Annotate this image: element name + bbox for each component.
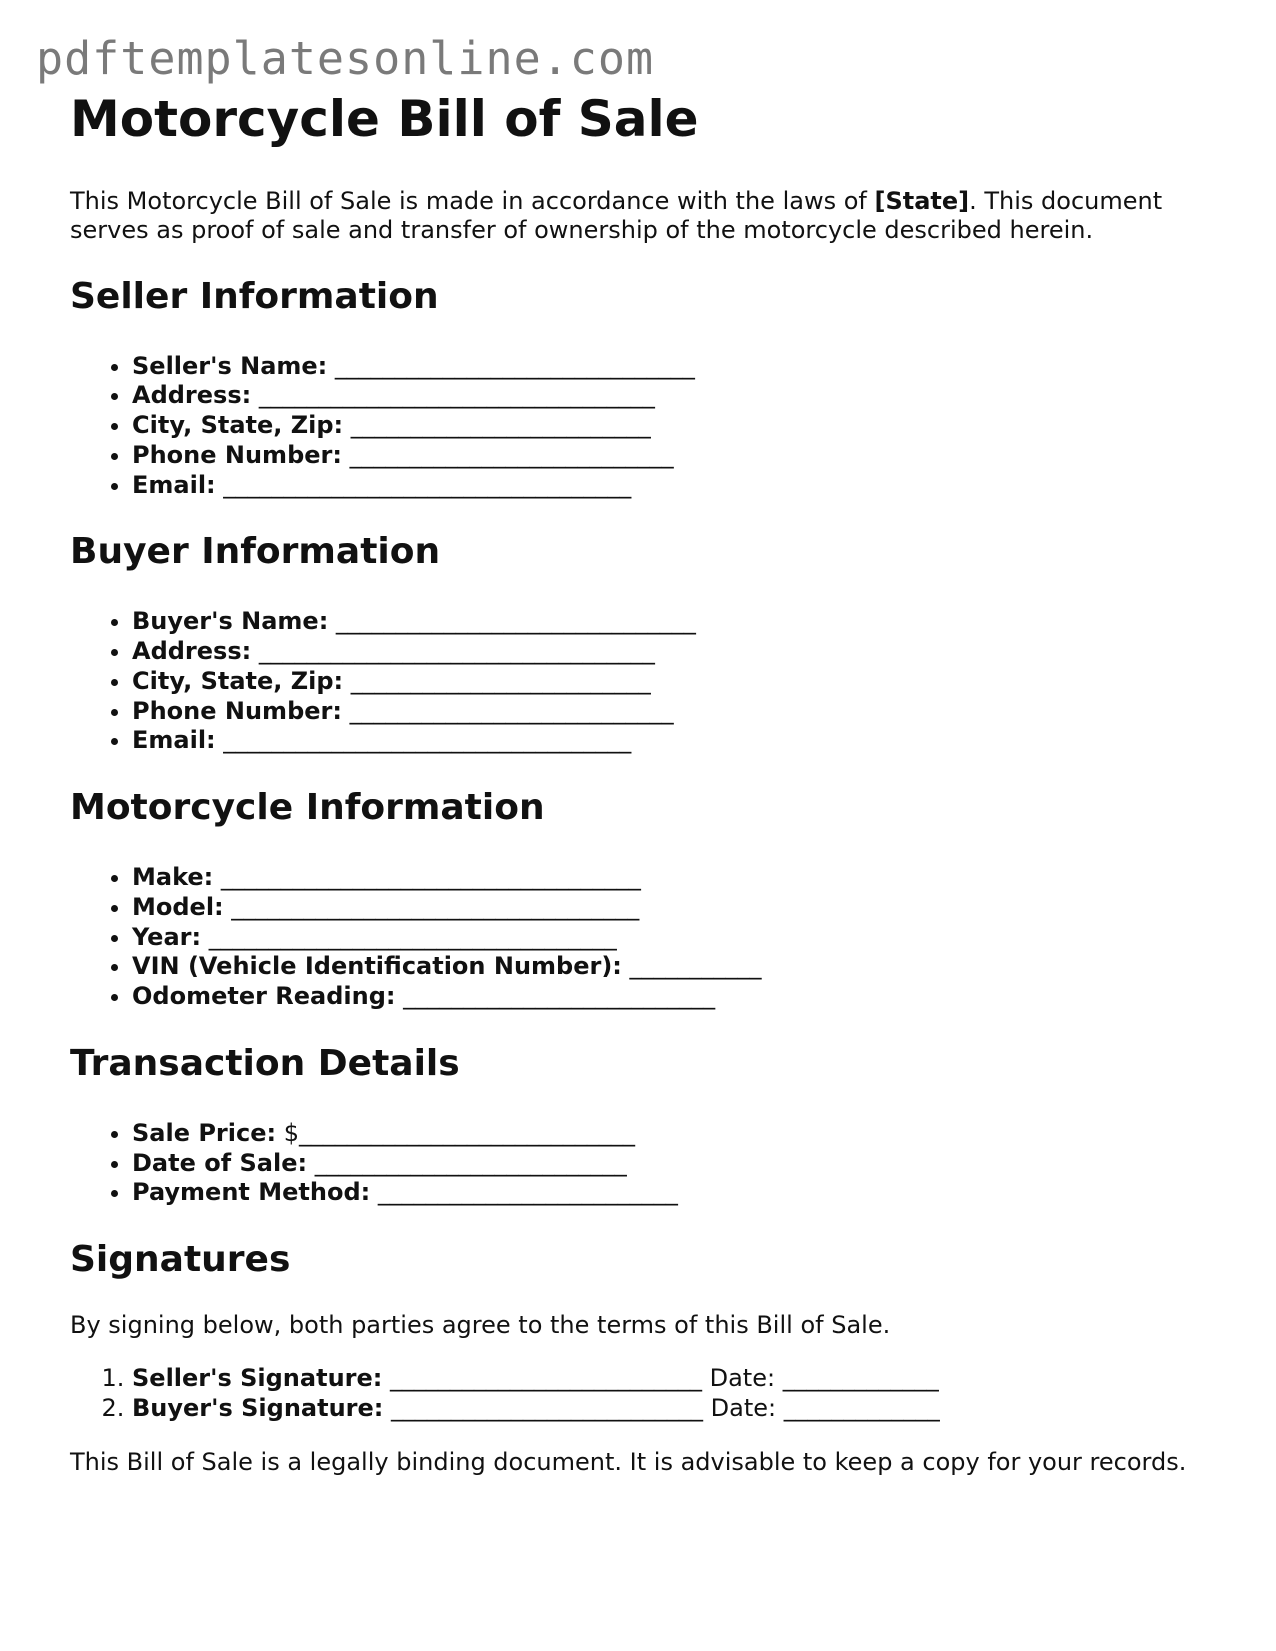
seller-email-field[interactable] <box>132 471 1220 501</box>
vin-field[interactable] <box>132 952 1220 982</box>
field-blank[interactable]: _________________________________ <box>251 381 655 410</box>
page-title: Motorcycle Bill of Sale <box>70 90 699 148</box>
field-label: City, State, Zip: <box>132 411 344 440</box>
field-label: Phone Number: <box>132 440 342 469</box>
field-label: Seller's Name: <box>132 351 328 380</box>
field-label: Odometer Reading: <box>132 981 396 1010</box>
watermark: pdftemplatesonline.com <box>36 32 655 85</box>
seller-heading: Seller Information <box>70 275 439 317</box>
field-label: Address: <box>132 637 252 666</box>
buyer-email-field[interactable] <box>132 726 1220 756</box>
field-blank[interactable]: __________________________ <box>395 981 716 1010</box>
seller-city-state-zip-field[interactable] <box>132 411 1220 441</box>
field-label: Model: <box>132 892 224 921</box>
buyer-signature-field[interactable] <box>132 1394 1220 1424</box>
buyer-heading: Buyer Information <box>70 531 441 573</box>
field-label: VIN (Vehicle Identification Number): <box>132 952 622 981</box>
buyer-field-list <box>70 607 1220 756</box>
field-label: Email: <box>132 726 216 755</box>
field-label: Sale Price: <box>132 1118 277 1147</box>
model-field[interactable] <box>132 893 1220 923</box>
intro-text-after: . This document serves as proof of sale and transfer of ownership of the motorcycle described herein. <box>70 186 1163 244</box>
field-blank[interactable]: __________________________________ <box>215 470 632 499</box>
signatures-heading: Signatures <box>70 1238 291 1280</box>
field-blank[interactable]: _________________________ <box>343 666 651 695</box>
field-blank[interactable]: __________________________ Date: _____________ <box>382 1364 939 1393</box>
document-page <box>70 88 1220 1477</box>
field-blank[interactable]: ______________________________ <box>328 607 696 636</box>
motorcycle-field-list <box>70 863 1220 1012</box>
odometer-field[interactable] <box>132 982 1220 1012</box>
transaction-field-list <box>70 1119 1220 1208</box>
field-blank[interactable]: __________________________ <box>307 1148 627 1177</box>
closing-paragraph: This Bill of Sale is a legally binding document. It is advisable to keep a copy for your records. <box>70 1447 1187 1476</box>
buyer-address-field[interactable] <box>132 637 1220 667</box>
field-label: Make: <box>132 863 214 892</box>
signature-list <box>70 1364 1220 1423</box>
signatures-intro: By signing below, both parties agree to the terms of this Bill of Sale. <box>70 1311 891 1340</box>
sale-price-field[interactable] <box>132 1119 1220 1149</box>
field-blank[interactable]: __________________________________ <box>201 922 617 951</box>
field-blank[interactable]: __________________________________ <box>223 892 640 921</box>
field-blank[interactable]: _________________________ <box>370 1178 678 1207</box>
field-label: Date of Sale: <box>132 1148 308 1177</box>
buyer-phone-field[interactable] <box>132 697 1220 727</box>
field-label: Seller's Signature: <box>132 1364 383 1393</box>
seller-phone-field[interactable] <box>132 441 1220 471</box>
field-label: Buyer's Name: <box>132 607 329 636</box>
seller-field-list <box>70 352 1220 501</box>
field-label: Year: <box>132 922 202 951</box>
field-blank[interactable]: ___________________________ <box>341 696 674 725</box>
field-label: Payment Method: <box>132 1178 371 1207</box>
field-blank[interactable]: $____________________________ <box>276 1118 635 1147</box>
field-blank[interactable]: ___________________________ <box>341 440 674 469</box>
buyer-name-field[interactable] <box>132 607 1220 637</box>
field-label: Email: <box>132 470 216 499</box>
field-blank[interactable]: __________________________ Date: _____________ <box>383 1393 940 1422</box>
state-placeholder: [State] <box>874 186 970 215</box>
date-of-sale-field[interactable] <box>132 1149 1220 1179</box>
field-label: Address: <box>132 381 252 410</box>
field-label: Phone Number: <box>132 696 342 725</box>
field-label: Buyer's Signature: <box>132 1393 384 1422</box>
intro-paragraph <box>70 187 1220 245</box>
field-blank[interactable]: _________________________ <box>343 411 651 440</box>
make-field[interactable] <box>132 863 1220 893</box>
field-blank[interactable]: __________________________________ <box>215 726 632 755</box>
field-blank[interactable]: _________________________________ <box>251 637 655 666</box>
seller-name-field[interactable] <box>132 352 1220 382</box>
field-blank[interactable]: ___________________________________ <box>213 863 641 892</box>
field-blank[interactable]: ______________________________ <box>327 351 695 380</box>
transaction-heading: Transaction Details <box>70 1042 460 1084</box>
field-label: City, State, Zip: <box>132 666 344 695</box>
field-blank[interactable]: ___________ <box>621 952 762 981</box>
year-field[interactable] <box>132 923 1220 953</box>
buyer-city-state-zip-field[interactable] <box>132 667 1220 697</box>
payment-method-field[interactable] <box>132 1178 1220 1208</box>
intro-text-before: This Motorcycle Bill of Sale is made in accordance with the laws of <box>70 186 875 215</box>
motorcycle-heading: Motorcycle Information <box>70 786 545 828</box>
seller-signature-field[interactable] <box>132 1364 1220 1394</box>
seller-address-field[interactable] <box>132 381 1220 411</box>
